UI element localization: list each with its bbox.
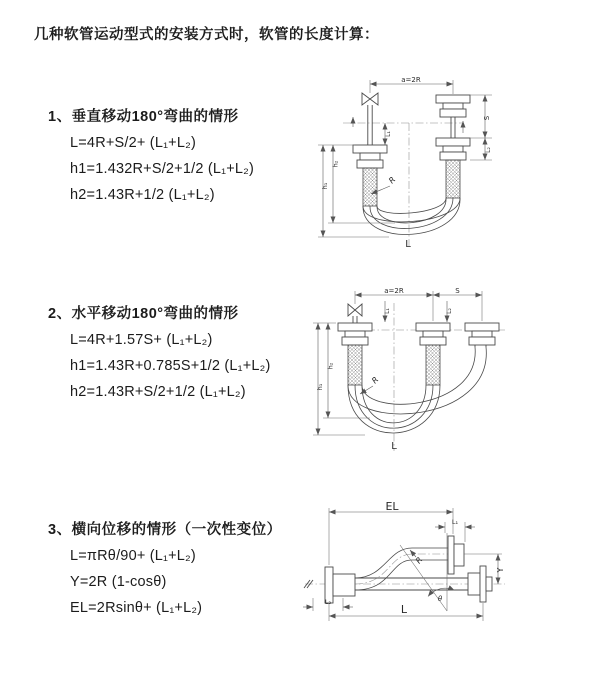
angle-theta-construction (400, 533, 455, 611)
hose-arcs (363, 198, 460, 234)
braided-hose (426, 345, 440, 385)
formula: L=πRθ/90+ (L₁+L₂) (70, 548, 196, 564)
dim-label-el: EL (385, 500, 399, 513)
section-3-formulas (70, 543, 282, 621)
curved-hose (355, 548, 448, 590)
dimension-l2 (446, 301, 453, 322)
formula: h2=1.43R+S/2+1/2 (L₁+L₂) (70, 384, 246, 400)
dim-label-s: S (455, 287, 460, 295)
dim-label-h1: h₁ (316, 383, 324, 391)
section-1-formulas (70, 130, 254, 208)
section-3-heading: 3、横向位移的情形（一次性变位） (48, 522, 282, 538)
dimension-l1 (384, 301, 391, 322)
dim-label-l2: L₂ (446, 308, 453, 314)
dim-label-l: L (405, 239, 411, 250)
formula: L=4R+S/2+ (L₁+L₂) (70, 135, 196, 151)
section-2-formulas (70, 327, 271, 405)
dimension-l1 (435, 518, 475, 542)
dimension-l (329, 603, 483, 621)
left-pipe-assembly (353, 105, 387, 206)
radius-callout (410, 550, 424, 565)
dimension-a2r (355, 287, 482, 321)
valve-icon (362, 93, 378, 105)
dim-label-a2r: a=2R (384, 287, 404, 295)
dimension-el (329, 500, 453, 565)
formula: h2=1.43R+1/2 (L₁+L₂) (70, 187, 215, 203)
formula: L=4R+1.57S+ (L₁+L₂) (70, 332, 213, 348)
dimension-s (433, 287, 482, 295)
dim-label-r: R (370, 375, 381, 386)
dim-label-h2: h₂ (331, 160, 340, 168)
section-vertical-move (48, 105, 254, 208)
dim-label-a2r: a=2R (401, 76, 421, 84)
formula: Y=2R (1-cosθ) (70, 574, 167, 590)
braided-hose (446, 160, 460, 198)
diagram-vertical-180-bend (313, 72, 598, 262)
dim-label-theta: θ (437, 595, 443, 603)
dim-label-y: Y (496, 567, 505, 573)
dim-label-l2: L₂ (324, 598, 332, 606)
dimension-a2r (370, 76, 453, 94)
dim-label-l: L (391, 441, 397, 452)
dimension-l2 (303, 598, 353, 611)
dim-label-l1: L₁ (385, 131, 392, 137)
section-2-heading: 2、水平移动180°弯曲的情形 (48, 306, 239, 322)
formula: h1=1.432R+S/2+1/2 (L₁+L₂) (70, 161, 255, 177)
dim-label-r: R (413, 555, 425, 566)
formula: h1=1.43R+0.785S+1/2 (L₁+L₂) (70, 358, 271, 374)
dim-label-r: R (387, 175, 398, 186)
valve-icon (348, 304, 362, 316)
upper-right-flange (448, 536, 464, 574)
dimension-l2 (470, 138, 492, 160)
dim-label-l: L (400, 603, 408, 616)
braided-hose (348, 345, 362, 385)
hose-arcs (348, 347, 486, 433)
left-pipe-assembly (338, 316, 372, 385)
braided-hose (363, 168, 377, 206)
dimension-l1 (385, 123, 392, 145)
diagram-lateral-displacement (300, 500, 510, 630)
formula: EL=2Rsinθ+ (L₁+L₂) (70, 600, 203, 616)
dim-label-h1: h₁ (321, 182, 329, 190)
section-1-heading: 1、垂直移动180°弯曲的情形 (48, 109, 239, 125)
middle-pipe-assembly (416, 323, 450, 385)
section-horizontal-move (48, 302, 271, 405)
right-pipe-assembly (436, 95, 470, 198)
dim-label-l1: L₁ (451, 518, 459, 526)
right-pipe-assembly (465, 323, 499, 347)
dim-label-h2: h₂ (326, 362, 335, 370)
lower-right-flange (468, 566, 492, 602)
page-title: 几种软管运动型式的安装方式时，软管的长度计算： (34, 27, 379, 43)
section-lateral-displacement (48, 518, 282, 621)
dim-label-l2: L₂ (485, 147, 492, 153)
diagram-horizontal-180-bend (310, 283, 600, 468)
dimension-s (470, 95, 492, 138)
dim-label-l1: L₁ (384, 308, 391, 314)
dim-label-s: S (483, 115, 491, 121)
